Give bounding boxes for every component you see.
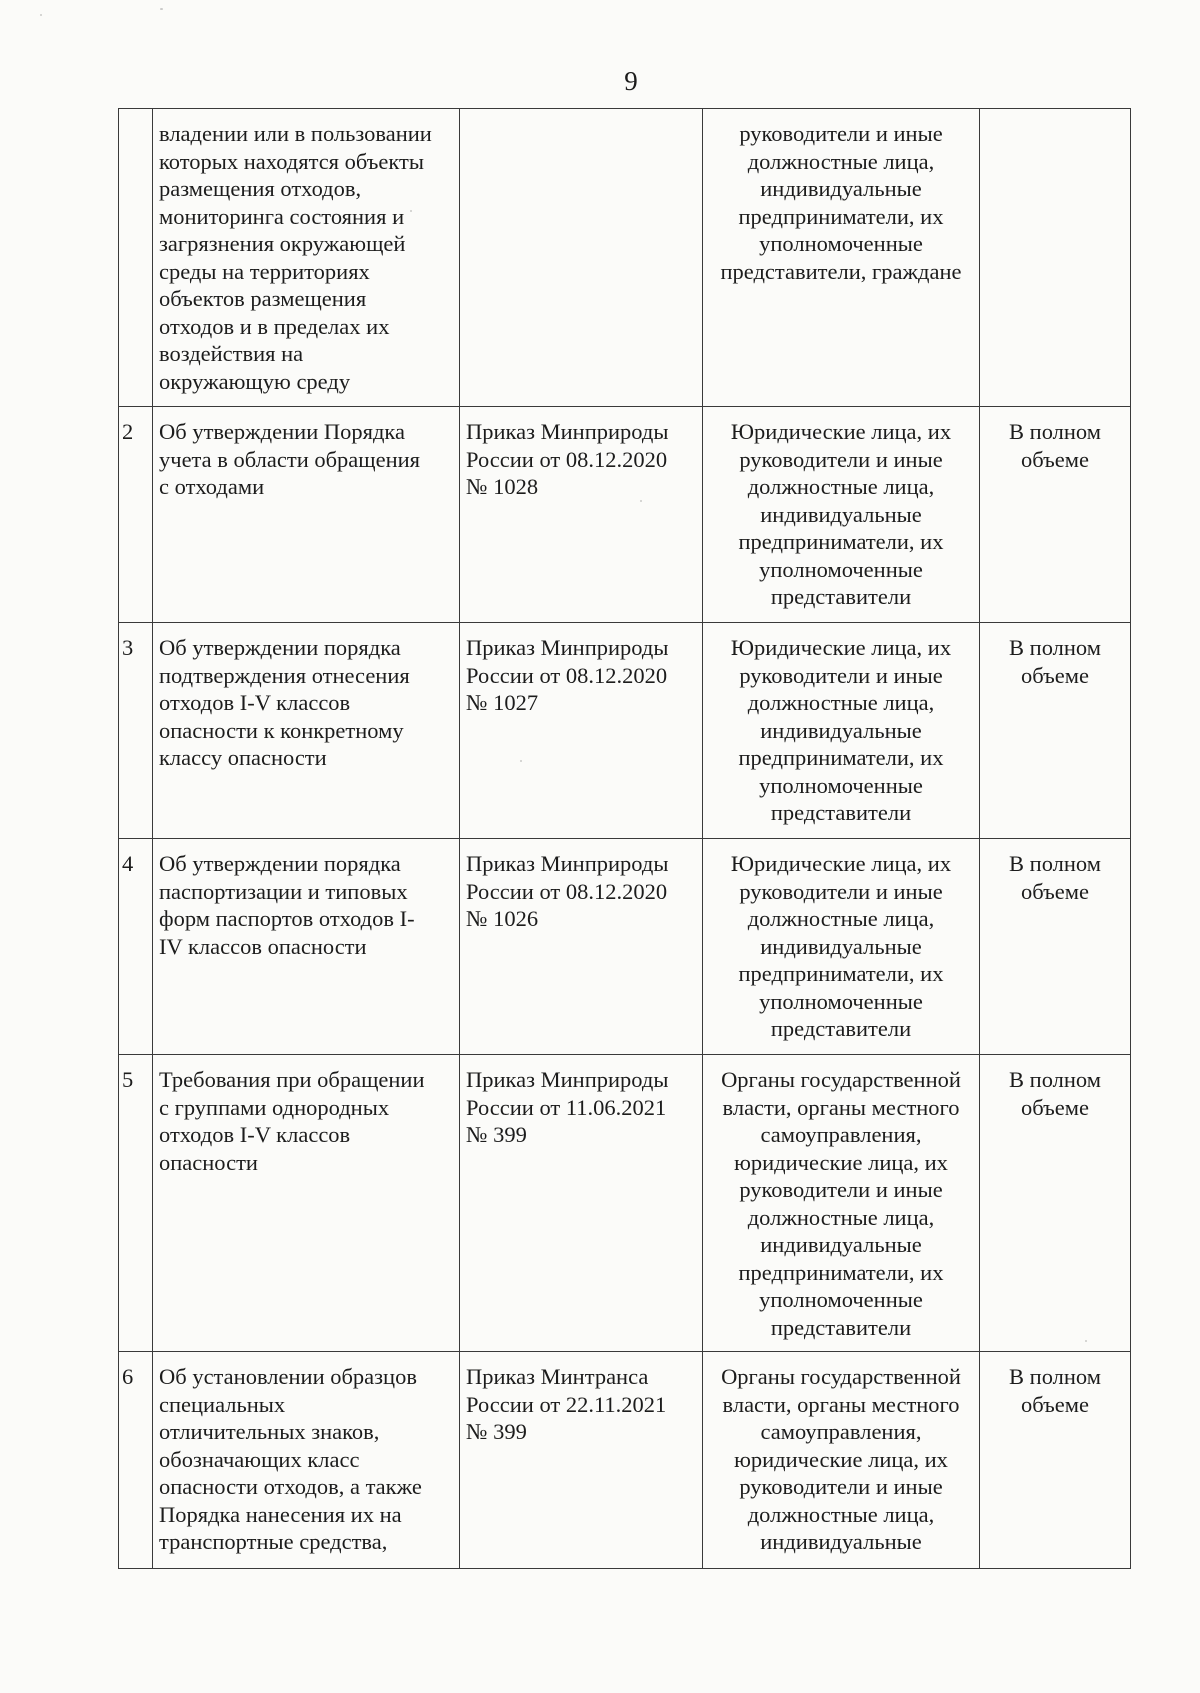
page-number: 9	[624, 66, 638, 96]
act-cell	[460, 109, 703, 407]
scan-speck	[40, 14, 42, 16]
scan-speck	[160, 8, 163, 10]
regulations-table	[118, 108, 1131, 1569]
scan-speck	[520, 760, 522, 762]
scope-cell: В полном объеме	[980, 407, 1131, 623]
subjects-cell: Юридические лица, их руководители и иные должностные лица, индивидуальные предприниматели, их уполномоченные представители	[703, 839, 980, 1055]
act-cell: Приказ Минтранса России от 22.11.2021 № 399	[460, 1352, 703, 1569]
table-row	[119, 623, 1131, 839]
scope-cell: В полном объеме	[980, 623, 1131, 839]
act-cell: Приказ Минприроды России от 08.12.2020 № 1026	[460, 839, 703, 1055]
subjects-cell: Юридические лица, их руководители и иные должностные лица, индивидуальные предприниматели, их уполномоченные представители	[703, 407, 980, 623]
scope-cell	[980, 109, 1131, 407]
scan-speck	[410, 210, 412, 212]
row-number-cell	[119, 109, 153, 407]
table-row	[119, 407, 1131, 623]
table-row	[119, 109, 1131, 407]
scan-speck	[640, 500, 642, 502]
title-cell: владении или в пользовании которых находятся объекты размещения отходов, мониторинга состояния и загрязнения окружающей среды на территориях объектов размещения отходов и в пределах их воздействия на окружающую среду	[153, 109, 460, 407]
scope-cell: В полном объеме	[980, 839, 1131, 1055]
scan-speck	[1085, 1340, 1087, 1342]
subjects-cell: Юридические лица, их руководители и иные должностные лица, индивидуальные предприниматели, их уполномоченные представители	[703, 623, 980, 839]
subjects-cell: руководители и иные должностные лица, индивидуальные предприниматели, их уполномоченные представители, граждане	[703, 109, 980, 407]
table-row	[119, 1352, 1131, 1569]
act-cell: Приказ Минприроды России от 08.12.2020 № 1027	[460, 623, 703, 839]
row-number-cell: 2	[119, 407, 153, 623]
subjects-cell: Органы государственной власти, органы местного самоуправления, юридические лица, их руководители и иные должностные лица, индивидуальные предприниматели, их уполномоченные представители	[703, 1055, 980, 1352]
act-cell: Приказ Минприроды России от 08.12.2020 № 1028	[460, 407, 703, 623]
subjects-cell: Органы государственной власти, органы местного самоуправления, юридические лица, их руководители и иные должностные лица, индивидуальные	[703, 1352, 980, 1569]
row-number-cell: 4	[119, 839, 153, 1055]
table-row	[119, 839, 1131, 1055]
title-cell: Об утверждении порядка паспортизации и типовых форм паспортов отходов I- IV классов опасности	[153, 839, 460, 1055]
row-number-cell: 5	[119, 1055, 153, 1352]
title-cell: Об утверждении Порядка учета в области обращения с отходами	[153, 407, 460, 623]
title-cell: Об утверждении порядка подтверждения отнесения отходов I-V классов опасности к конкретному классу опасности	[153, 623, 460, 839]
title-cell: Об установлении образцов специальных отличительных знаков, обозначающих класс опасности отходов, а также Порядка нанесения их на транспортные средства,	[153, 1352, 460, 1569]
scope-cell: В полном объеме	[980, 1352, 1131, 1569]
act-cell: Приказ Минприроды России от 11.06.2021 № 399	[460, 1055, 703, 1352]
row-number-cell: 6	[119, 1352, 153, 1569]
table-row	[119, 1055, 1131, 1352]
scope-cell: В полном объеме	[980, 1055, 1131, 1352]
row-number-cell: 3	[119, 623, 153, 839]
title-cell: Требования при обращении с группами однородных отходов I-V классов опасности	[153, 1055, 460, 1352]
